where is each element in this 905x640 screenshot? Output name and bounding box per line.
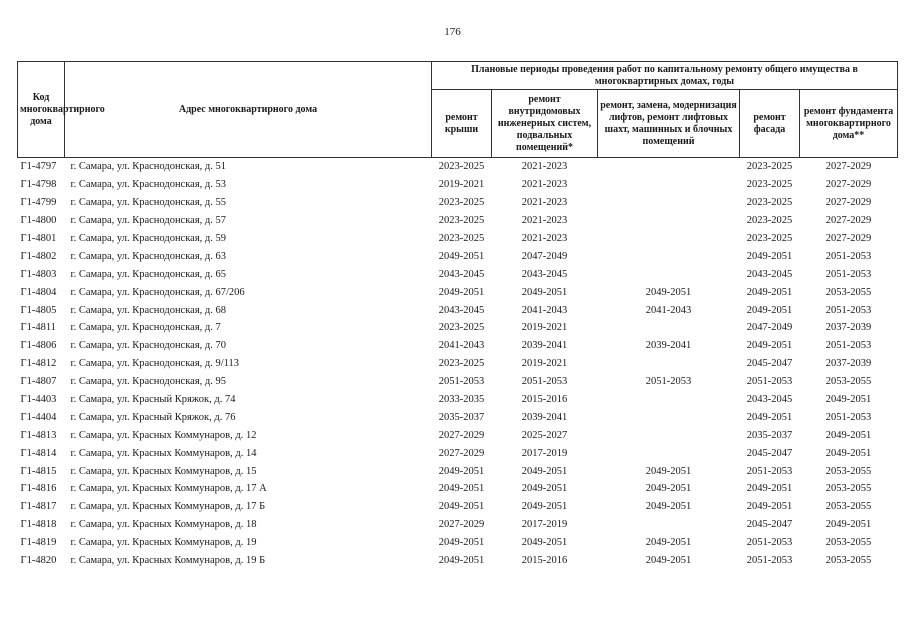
- cell-engineering: 2039-2041: [521, 411, 568, 423]
- cell-elevators: 2049-2051: [645, 286, 692, 298]
- cell-engineering: 2049-2051: [521, 465, 568, 477]
- cell-elevators: [598, 355, 740, 373]
- cell-address: г. Самара, ул. Краснодонская, д. 70: [70, 340, 226, 352]
- cell-facade: 2023-2025: [746, 233, 793, 244]
- cell-facade: 2049-2051: [746, 483, 793, 495]
- table-row: [18, 265, 898, 283]
- cell-address: г. Самара, ул. Краснодонская, д. 95: [70, 376, 226, 388]
- cell-foundation: 2049-2051: [825, 429, 872, 441]
- cell-code: Г1-4800: [20, 215, 57, 227]
- cell-elevators: [598, 212, 740, 230]
- cell-foundation: 2037-2039: [825, 358, 872, 370]
- cell-elevators: [598, 426, 740, 444]
- cell-elevators: [598, 247, 740, 265]
- capital-repair-table: [17, 61, 898, 569]
- cell-roof: 2027-2029: [438, 447, 485, 459]
- cell-engineering: 2049-2051: [521, 286, 568, 298]
- cell-foundation: 2053-2055: [825, 483, 872, 495]
- cell-address: г. Самара, ул. Краснодонская, д. 51: [70, 161, 226, 173]
- cell-roof: 2033-2035: [438, 394, 485, 406]
- table-row: [18, 480, 898, 498]
- cell-engineering: 2049-2051: [521, 483, 568, 495]
- cell-engineering: 2021-2023: [521, 233, 568, 244]
- cell-foundation: 2027-2029: [825, 233, 872, 244]
- cell-code: Г1-4806: [20, 340, 57, 352]
- cell-facade: 2043-2045: [746, 268, 793, 280]
- cell-code: Г1-4816: [20, 483, 57, 495]
- cell-foundation: 2051-2053: [825, 304, 872, 316]
- cell-code: Г1-4820: [20, 555, 57, 567]
- cell-elevators: [598, 230, 740, 248]
- cell-elevators: [598, 194, 740, 212]
- cell-facade: 2043-2045: [746, 394, 793, 406]
- cell-address: г. Самара, ул. Красный Кряжок, д. 76: [70, 411, 236, 423]
- header-foundation: ремонт фундамента многоквартирного дома**: [800, 90, 898, 158]
- cell-elevators: [598, 176, 740, 194]
- cell-code: Г1-4818: [20, 519, 57, 531]
- header-roof: ремонт крыши: [432, 90, 492, 158]
- cell-foundation: 2027-2029: [825, 197, 872, 209]
- cell-code: Г1-4404: [20, 411, 57, 423]
- cell-roof: 2051-2053: [438, 376, 485, 388]
- cell-code: Г1-4801: [20, 233, 57, 244]
- table-row: [18, 283, 898, 301]
- table-row: [18, 552, 898, 570]
- cell-roof: 2049-2051: [438, 501, 485, 513]
- cell-elevators: [598, 391, 740, 409]
- cell-foundation: 2051-2053: [825, 268, 872, 280]
- cell-engineering: 2049-2051: [521, 537, 568, 549]
- cell-elevators: [598, 265, 740, 283]
- cell-roof: 2023-2025: [438, 197, 485, 209]
- cell-foundation: 2053-2055: [825, 465, 872, 477]
- cell-foundation: 2053-2055: [825, 537, 872, 549]
- table-row: [18, 194, 898, 212]
- cell-facade: 2051-2053: [746, 376, 793, 388]
- cell-code: Г1-4805: [20, 304, 57, 316]
- cell-elevators: 2049-2051: [645, 483, 692, 495]
- cell-roof: 2049-2051: [438, 555, 485, 567]
- table-row: [18, 516, 898, 534]
- cell-code: Г1-4803: [20, 268, 57, 280]
- cell-roof: 2049-2051: [438, 483, 485, 495]
- cell-address: г. Самара, ул. Красных Коммунаров, д. 12: [70, 429, 257, 441]
- table-row: [18, 373, 898, 391]
- cell-elevators: 2049-2051: [645, 501, 692, 513]
- cell-foundation: 2037-2039: [825, 322, 872, 334]
- cell-roof: 2049-2051: [438, 465, 485, 477]
- cell-engineering: 2015-2016: [521, 394, 568, 406]
- cell-engineering: 2049-2051: [521, 501, 568, 513]
- cell-elevators: [598, 319, 740, 337]
- table-row: [18, 534, 898, 552]
- table-row: [18, 212, 898, 230]
- cell-address: г. Самара, ул. Красных Коммунаров, д. 19: [70, 537, 257, 549]
- cell-elevators: [598, 408, 740, 426]
- cell-engineering: 2047-2049: [521, 250, 568, 262]
- cell-facade: 2023-2025: [746, 161, 793, 173]
- table-row: [18, 319, 898, 337]
- table-row: [18, 230, 898, 248]
- cell-foundation: 2051-2053: [825, 250, 872, 262]
- header-code: Код многоквартирного дома: [18, 62, 65, 158]
- cell-address: г. Самара, ул. Краснодонская, д. 57: [70, 215, 226, 227]
- cell-address: г. Самара, ул. Краснодонская, д. 9/113: [70, 358, 240, 370]
- cell-roof: 2023-2025: [438, 215, 485, 227]
- cell-foundation: 2053-2055: [825, 555, 872, 567]
- table-row: [18, 462, 898, 480]
- cell-roof: 2027-2029: [438, 519, 485, 531]
- cell-code: Г1-4812: [20, 358, 57, 370]
- cell-address: г. Самара, ул. Краснодонская, д. 67/206: [70, 286, 245, 298]
- cell-elevators: 2049-2051: [645, 465, 692, 477]
- cell-address: г. Самара, ул. Краснодонская, д. 53: [70, 179, 226, 191]
- cell-facade: 2045-2047: [746, 447, 793, 459]
- cell-elevators: 2039-2041: [645, 340, 692, 352]
- cell-engineering: 2019-2021: [521, 322, 568, 334]
- table-row: [18, 355, 898, 373]
- table-row: [18, 498, 898, 516]
- cell-facade: 2049-2051: [746, 250, 793, 262]
- cell-facade: 2049-2051: [746, 304, 793, 316]
- cell-address: г. Самара, ул. Краснодонская, д. 65: [70, 268, 226, 280]
- cell-address: г. Самара, ул. Красных Коммунаров, д. 19 Б: [70, 555, 266, 567]
- cell-foundation: 2049-2051: [825, 447, 872, 459]
- cell-address: г. Самара, ул. Краснодонская, д. 63: [70, 250, 226, 262]
- table-row: [18, 247, 898, 265]
- cell-facade: 2051-2053: [746, 555, 793, 567]
- table-row: [18, 426, 898, 444]
- cell-facade: 2023-2025: [746, 197, 793, 209]
- cell-code: Г1-4811: [20, 322, 56, 334]
- cell-facade: 2035-2037: [746, 429, 793, 441]
- cell-elevators: [598, 158, 740, 176]
- cell-engineering: 2051-2053: [521, 376, 568, 388]
- cell-code: Г1-4815: [20, 465, 57, 477]
- cell-engineering: 2041-2043: [521, 304, 568, 316]
- table-row: [18, 301, 898, 319]
- header-elevators: ремонт, замена, модернизация лифтов, ремонт лифтовых шахт, машинных и блочных помещений: [598, 90, 740, 158]
- cell-engineering: 2021-2023: [521, 197, 568, 209]
- header-facade: ремонт фасада: [740, 90, 800, 158]
- cell-engineering: 2039-2041: [521, 340, 568, 352]
- cell-address: г. Самара, ул. Краснодонская, д. 7: [70, 322, 221, 334]
- cell-elevators: 2051-2053: [645, 376, 692, 388]
- cell-code: Г1-4799: [20, 197, 57, 209]
- cell-roof: 2049-2051: [438, 537, 485, 549]
- cell-code: Г1-4813: [20, 429, 57, 441]
- cell-facade: 2049-2051: [746, 340, 793, 352]
- cell-code: Г1-4804: [20, 286, 57, 298]
- cell-foundation: 2027-2029: [825, 215, 872, 227]
- cell-roof: 2049-2051: [438, 286, 485, 298]
- cell-roof: 2049-2051: [438, 250, 485, 262]
- cell-engineering: 2017-2019: [521, 519, 568, 531]
- table-row: [18, 176, 898, 194]
- cell-foundation: 2053-2055: [825, 286, 872, 298]
- cell-engineering: 2019-2021: [521, 358, 568, 370]
- table-row: [18, 337, 898, 355]
- cell-facade: 2023-2025: [746, 215, 793, 227]
- cell-roof: 2043-2045: [438, 304, 485, 316]
- table-body: [18, 158, 898, 570]
- cell-foundation: 2027-2029: [825, 161, 872, 173]
- cell-address: г. Самара, ул. Краснодонская, д. 68: [70, 304, 226, 316]
- cell-facade: 2045-2047: [746, 358, 793, 370]
- cell-facade: 2051-2053: [746, 465, 793, 477]
- cell-foundation: 2051-2053: [825, 340, 872, 352]
- cell-address: г. Самара, ул. Красных Коммунаров, д. 17 А: [70, 483, 267, 495]
- cell-roof: 2041-2043: [438, 340, 485, 352]
- cell-elevators: 2049-2051: [645, 537, 692, 549]
- cell-elevators: 2041-2043: [645, 304, 692, 316]
- cell-roof: 2023-2025: [438, 233, 485, 244]
- cell-address: г. Самара, ул. Красных Коммунаров, д. 14: [70, 447, 257, 459]
- cell-code: Г1-4814: [20, 447, 57, 459]
- table-row: [18, 391, 898, 409]
- cell-engineering: 2021-2023: [521, 161, 568, 173]
- cell-engineering: 2043-2045: [521, 268, 568, 280]
- cell-roof: 2043-2045: [438, 268, 485, 280]
- cell-elevators: [598, 444, 740, 462]
- table-header: [18, 62, 898, 158]
- cell-address: г. Самара, ул. Красных Коммунаров, д. 17 Б: [70, 501, 266, 513]
- cell-facade: 2045-2047: [746, 519, 793, 531]
- cell-foundation: 2051-2053: [825, 411, 872, 423]
- cell-roof: 2023-2025: [438, 161, 485, 173]
- cell-code: Г1-4807: [20, 376, 57, 388]
- cell-roof: 2023-2025: [438, 322, 485, 334]
- header-engineering: ремонт внутридомовых инженерных систем, подвальных помещений*: [492, 90, 598, 158]
- cell-roof: 2019-2021: [438, 179, 485, 191]
- header-address: Адрес многоквартирного дома: [65, 62, 432, 158]
- cell-address: г. Самара, ул. Красный Кряжок, д. 74: [70, 394, 236, 406]
- cell-code: Г1-4797: [20, 161, 57, 173]
- page-number: 176: [444, 26, 461, 38]
- header-planned-periods: Плановые периоды проведения работ по капитальному ремонту общего имущества в многоквартирных домах, годы: [432, 62, 898, 90]
- cell-engineering: 2017-2019: [521, 447, 568, 459]
- cell-address: г. Самара, ул. Красных Коммунаров, д. 18: [70, 519, 257, 531]
- cell-code: Г1-4403: [20, 394, 57, 406]
- cell-facade: 2049-2051: [746, 501, 793, 513]
- cell-engineering: 2021-2023: [521, 215, 568, 227]
- table-row: [18, 444, 898, 462]
- cell-address: г. Самара, ул. Краснодонская, д. 55: [70, 197, 226, 209]
- cell-elevators: 2049-2051: [645, 555, 692, 567]
- cell-code: Г1-4798: [20, 179, 57, 191]
- cell-foundation: 2049-2051: [825, 394, 872, 406]
- cell-foundation: 2053-2055: [825, 501, 872, 513]
- cell-roof: 2027-2029: [438, 429, 485, 441]
- cell-facade: 2047-2049: [746, 322, 793, 334]
- table-row: [18, 158, 898, 176]
- cell-roof: 2035-2037: [438, 411, 485, 423]
- cell-code: Г1-4802: [20, 250, 57, 262]
- cell-address: г. Самара, ул. Красных Коммунаров, д. 15: [70, 465, 257, 477]
- table-row: [18, 408, 898, 426]
- cell-facade: 2023-2025: [746, 179, 793, 191]
- cell-foundation: 2049-2051: [825, 519, 872, 531]
- cell-address: г. Самара, ул. Краснодонская, д. 59: [70, 233, 226, 244]
- cell-foundation: 2053-2055: [825, 376, 872, 388]
- cell-facade: 2051-2053: [746, 537, 793, 549]
- cell-engineering: 2015-2016: [521, 555, 568, 567]
- cell-code: Г1-4817: [20, 501, 57, 513]
- cell-elevators: [598, 516, 740, 534]
- cell-foundation: 2027-2029: [825, 179, 872, 191]
- cell-facade: 2049-2051: [746, 411, 793, 423]
- cell-roof: 2023-2025: [438, 358, 485, 370]
- cell-engineering: 2021-2023: [521, 179, 568, 191]
- cell-engineering: 2025-2027: [521, 429, 568, 441]
- cell-facade: 2049-2051: [746, 286, 793, 298]
- cell-code: Г1-4819: [20, 537, 57, 549]
